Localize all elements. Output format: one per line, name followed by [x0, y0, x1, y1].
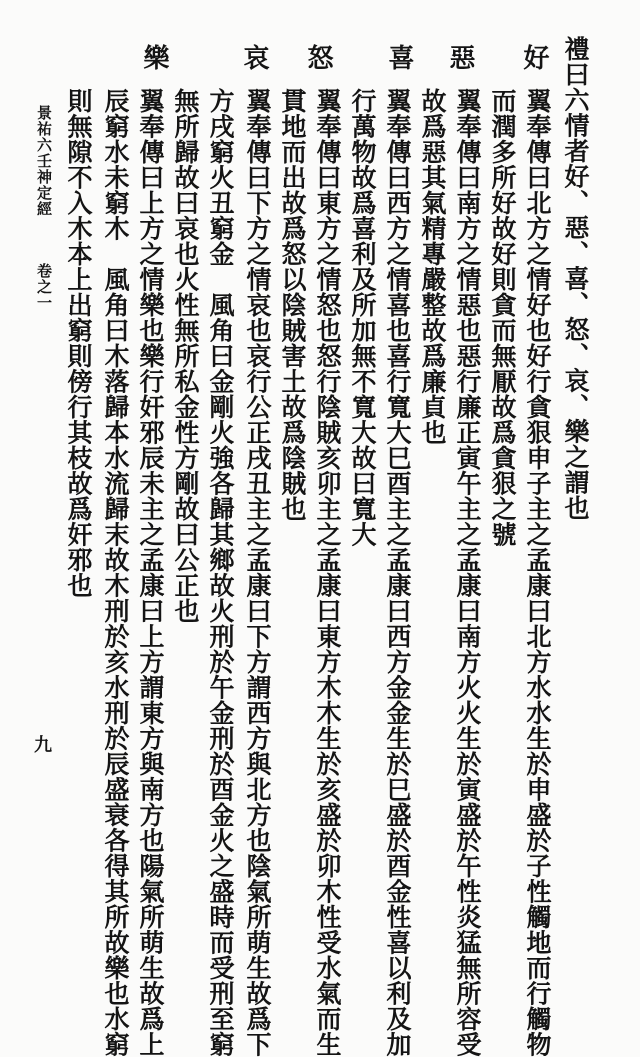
text-column-13: 翼奉傳曰上方之情樂也樂行奸邪辰未主之孟康曰上方謂東方與南方也陽氣所萌生故爲上 [136, 88, 165, 1057]
heading-le: 樂 [139, 44, 169, 70]
heading-ai: 哀 [239, 44, 269, 70]
page-number: 九 [34, 735, 52, 756]
text-column-1: 禮曰六情者好、惡、喜、怒、哀、樂之謂也 [561, 36, 590, 521]
text-column-3: 而潤多所好故好則貪而無厭故爲貪狠之號 [488, 88, 517, 547]
text-column-7: 行萬物故爲喜利及所加無不寬大故曰寬大 [348, 88, 377, 547]
text-column-11: 方戌窮火丑窮金 風角曰金剛火強各歸其鄉故火刑於午金刑於酉金火之盛時而受刑至窮 [206, 88, 235, 1057]
heading-wu: 惡 [445, 44, 475, 70]
text-column-6: 翼奉傳曰西方之情喜也喜行寬大巳酉主之孟康曰西方金金生於巳盛於酉金性喜以利及加 [383, 88, 412, 1057]
text-column-9: 貫地而出故爲怒以陰賊害土故爲陰賊也 [278, 88, 307, 522]
heading-xi: 喜 [384, 44, 414, 70]
volume-label: 卷之一 [35, 263, 53, 311]
text-column-5: 故爲惡其氣精專嚴整故爲廉貞也 [418, 88, 447, 445]
heading-nu: 怒 [303, 44, 333, 70]
text-column-10: 翼奉傳曰下方之情哀也哀行公正戌丑主之孟康曰下方謂西方與北方也陰氣所萌生故爲下 [243, 88, 272, 1057]
text-column-4: 翼奉傳曰南方之情惡也惡行廉正寅午主之孟康曰南方火火生於寅盛於午性炎猛無所容受 [453, 88, 482, 1057]
book-title: 景祐六壬神定經 [35, 105, 53, 217]
text-column-12: 無所歸故曰哀也火性無所私金性方剛故曰公正也 [171, 88, 200, 624]
text-column-14: 辰窮水未窮木 風角曰木落歸本水流歸末故木刑於亥水刑於辰盛衰各得其所故樂也水窮 [101, 88, 130, 1057]
heading-hao: 好 [519, 44, 549, 70]
text-column-15: 則無隙不入木本上出窮則傍行其枝故爲奸邪也 [64, 88, 93, 598]
text-column-2: 翼奉傳曰北方之情好也好行貪狠申子主之孟康曰北方水水生於申盛於子性觸地而行觸物 [523, 88, 552, 1057]
text-column-8: 翼奉傳曰東方之情怒也怒行陰賊亥卯主之孟康曰東方木木生於亥盛於卯木性受水氣而生 [313, 88, 342, 1057]
